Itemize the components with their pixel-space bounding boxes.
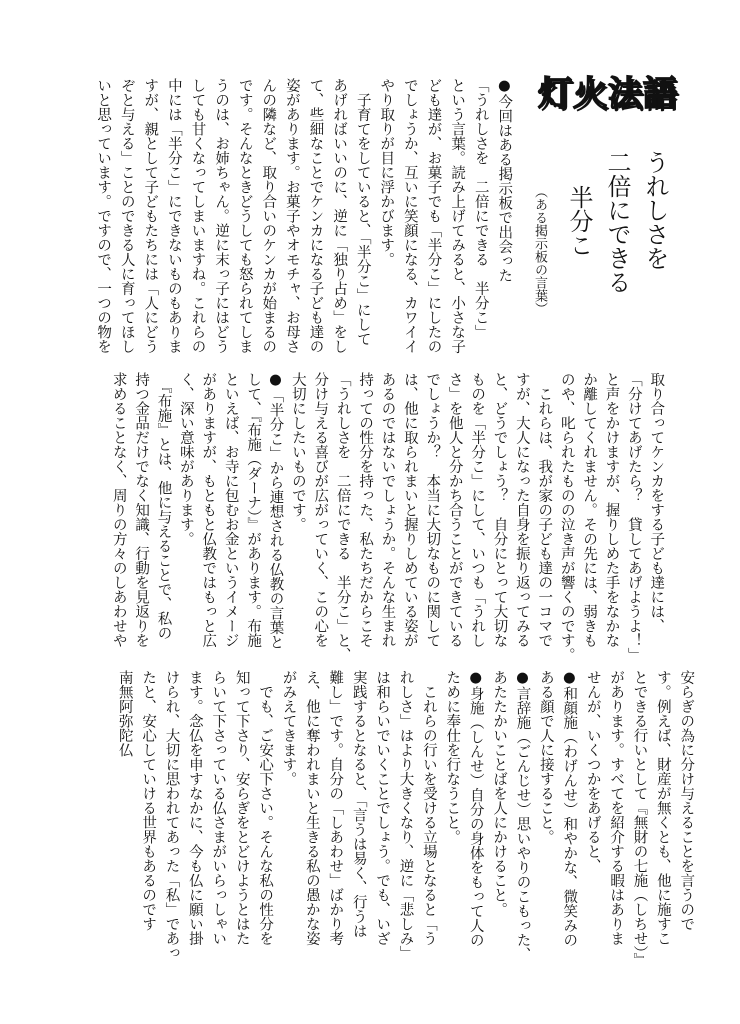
bottom-line: 知って下さり、安らぎをとどけようとはた (233, 670, 250, 946)
top-line: いと思っています。ですので、一つの物を (95, 78, 112, 354)
top-line: て、些細なことでケンカになる子ども達の (307, 78, 324, 354)
top-line: うのは、お姉ちゃん。逆に末っ子にはどう (213, 78, 230, 354)
middle-line: 持つ金品だけでなく知識、行動を見返りを (133, 372, 150, 648)
middle-line: のや、叱られたものの泣き声が響くのです。 (558, 372, 575, 662)
top-line: ●今回はある掲示板で出会った (496, 78, 513, 283)
middle-line: く、深い意味があります。 (177, 372, 194, 546)
bottom-line: これらの行いを受ける立場となると「う (420, 670, 437, 946)
top-line: 中には「半分こ」にできないものもありま (165, 78, 182, 354)
bottom-line: がみえてきます。 (280, 670, 297, 786)
bottom-line: らいて下さっている仏さまがいらっしゃい (210, 670, 227, 946)
middle-line: といえば、お寺に包むお金というイメージ (222, 372, 239, 648)
middle-line: 『布施』とは、他に与えることで、私の (155, 372, 172, 641)
headline-line-3: 半分こ (565, 185, 593, 257)
headline-line-2: 二倍にできる (603, 150, 631, 294)
middle-line: これらは、我が家の子ども達の一コマで (536, 372, 553, 648)
bottom-line: す。例えば、財産が無くとも、他に施すこ (654, 670, 671, 946)
headline-line-1: うれしさを (641, 150, 669, 270)
top-line: という言葉。読み上げてみると、小さな子 (449, 78, 466, 354)
top-line: 子育てをしていると、「半分こ」にして (354, 78, 371, 347)
middle-line: 求めることなく、周りの方々のしあわせや (110, 372, 127, 648)
bottom-line: ために奉仕を行なうこと。 (444, 670, 461, 844)
middle-line: は、他に取られまいと握りしめている姿が (401, 372, 418, 648)
bottom-line: とできる行いとして『無財の七施（しちせ）』 (631, 670, 648, 968)
middle-line: すが、大人になった自身を振り返ってみる (513, 372, 530, 648)
bottom-line: え、他に奪われまいと生きる私の愚かな姿 (303, 670, 320, 946)
bottom-line: ます。念仏を申すなかに、今も仏に願い掛 (186, 670, 203, 946)
middle-line: さ」を他人と分かち合うことができている (446, 372, 463, 648)
middle-line: して、『布施（ダーナ）』があります。布施 (245, 372, 262, 648)
top-line: です。そんなときどうしても怒られてしま (236, 78, 253, 354)
bottom-line: 南無阿弥陀仏 (116, 670, 133, 757)
top-line: んの隣など、取り合いのケンカが始まるの (260, 78, 277, 354)
middle-line: 「うれしさを 二倍にできる 半分こ」と、 (334, 372, 351, 662)
middle-line: と声をかけますが、握りしめた手をなかな (603, 372, 620, 648)
bottom-line: れしさ」はより大きくなり、逆に「悲しみ」 (397, 670, 414, 960)
top-line: 姿があります。お菓子やオモチャ、お母さ (283, 78, 300, 354)
top-line: ぞと与える」ことのできる人に育ってほし (118, 78, 135, 354)
middle-line: がありますが、もともと仏教ではもっと広 (200, 372, 217, 648)
middle-line: 大切にしたいものです。 (289, 372, 306, 532)
bottom-line: は和らいでいくことでしょう。でも、いざ (374, 670, 391, 946)
top-line: でしょうか、互いに笑顔になる、カワイイ (401, 78, 418, 354)
middle-line: か離してくれません。その先には、弱きも (581, 372, 598, 648)
bottom-line: があります。すべてを紹介する暇はありま (608, 670, 625, 946)
middle-line: 「分けてあげたら？ 貸してあげようよ！」 (625, 372, 642, 662)
top-line: すが、親として子どもたちには「人にどう (142, 78, 159, 354)
middle-line: 分け与える喜びが広がっていく、この心を (312, 372, 329, 648)
page-title: 灯火法語 (538, 74, 678, 114)
bottom-line: 安らぎの為に分け与えることを言うので (678, 670, 695, 931)
bottom-line: ●身施（しんせ）自分の身体をもって人の (467, 670, 484, 947)
middle-line: ●「半分こ」から連想される仏教の言葉と (267, 372, 284, 649)
bottom-line: 難し」です。自分の「しあわせ」ばかり考 (327, 670, 344, 946)
middle-line: ものを「半分こ」にして、いつも「うれし (469, 372, 486, 648)
bottom-line: けられ、大切に思われてあった「私」であっ (163, 670, 180, 960)
bottom-line: せんが、いくつかをあげると、 (584, 670, 601, 873)
middle-line: と、どうでしょう？ 自分にとって大切な (491, 372, 508, 648)
middle-line: 取り合ってケンカをする子ども達には、 (648, 372, 665, 633)
bottom-line: ●和顔施（わげんせ）和やかな、微笑みの (561, 670, 578, 947)
title-box (528, 60, 688, 120)
bottom-line: 実践するとなると、「言うは易く、行うは (350, 670, 367, 939)
bottom-line: ●言辞施（ごんじせ）思いやりのこもった、 (514, 670, 531, 962)
bottom-line: たと、安心していける世界もあるのです (140, 670, 157, 931)
middle-line: あるのではないでしょうか。そんな生まれ (379, 372, 396, 648)
top-line: やり取りが目に浮かびます。 (378, 78, 395, 267)
middle-line: 持っての性分を持った、私たちだからこそ (357, 372, 374, 648)
top-line: 「うれしさを 二倍にできる 半分こ」 (472, 78, 489, 339)
bottom-line: でも、ご安心下さい。そんな私の性分を (257, 670, 274, 946)
top-line: あげればいいのに、逆に「独り占め」をし (331, 78, 348, 354)
bottom-line: あたたかいことばを人にかけること。 (491, 670, 508, 917)
source-note: （ある掲示板の言葉） (532, 185, 547, 315)
top-line: ども達が、お菓子でも「半分こ」にしたの (425, 78, 442, 354)
middle-line: でしょうか？ 本当に大切なものに関して (424, 372, 441, 648)
bottom-line: ある顔で人に接すること。 (537, 670, 554, 844)
top-line: しても甘くなってしまいますね。これらの (189, 78, 206, 354)
